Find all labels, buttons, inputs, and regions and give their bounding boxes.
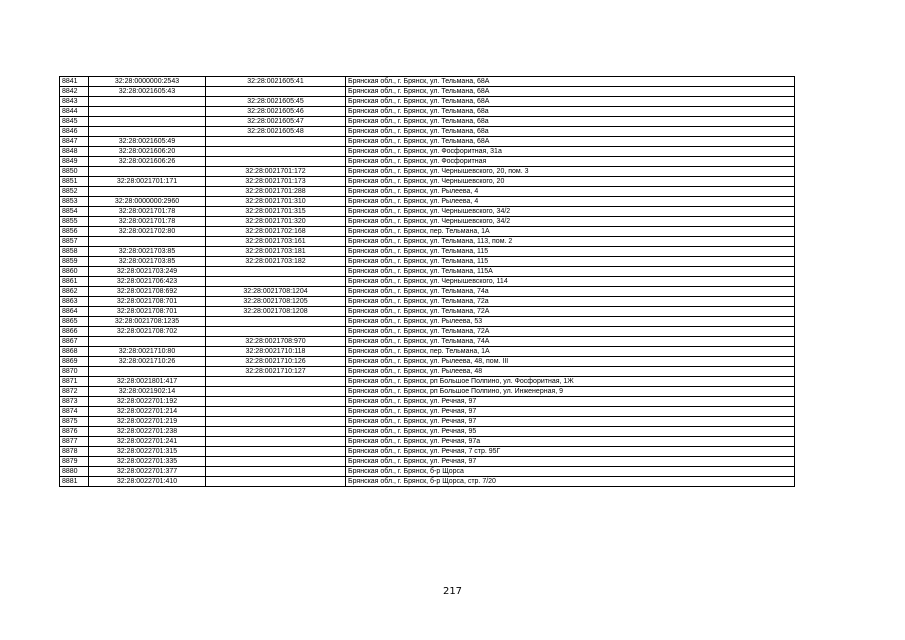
table-row xyxy=(60,167,795,177)
cadastral-number-cell: 32:28:0021708:701 xyxy=(89,297,206,307)
table-row xyxy=(60,457,795,467)
row-number-cell: 8854 xyxy=(60,207,89,217)
object-cadastral-number-cell xyxy=(206,137,346,147)
address-cell: Брянская обл., г. Брянск, ул. Речная, 97а xyxy=(346,437,795,447)
table-row xyxy=(60,377,795,387)
cadastral-number-cell: 32:28:0021703:85 xyxy=(89,247,206,257)
cadastral-number-cell: 32:28:0022701:241 xyxy=(89,437,206,447)
row-number-cell: 8860 xyxy=(60,267,89,277)
object-cadastral-number-cell: 32:28:0021703:161 xyxy=(206,237,346,247)
address-cell: Брянская обл., г. Брянск, ул. Рылеева, 53 xyxy=(346,317,795,327)
object-cadastral-number-cell: 32:28:0021708:970 xyxy=(206,337,346,347)
address-cell: Брянская обл., г. Брянск, ул. Чернышевского, 114 xyxy=(346,277,795,287)
table-row xyxy=(60,337,795,347)
address-cell: Брянская обл., г. Брянск, ул. Тельмана, 74А xyxy=(346,337,795,347)
table-row xyxy=(60,317,795,327)
row-number-cell: 8849 xyxy=(60,157,89,167)
row-number-cell: 8845 xyxy=(60,117,89,127)
object-cadastral-number-cell: 32:28:0021708:1208 xyxy=(206,307,346,317)
cadastral-number-cell xyxy=(89,117,206,127)
object-cadastral-number-cell xyxy=(206,157,346,167)
table-row xyxy=(60,197,795,207)
object-cadastral-number-cell xyxy=(206,387,346,397)
row-number-cell: 8871 xyxy=(60,377,89,387)
table-row xyxy=(60,447,795,457)
cadastral-number-cell: 32:28:0021708:702 xyxy=(89,327,206,337)
row-number-cell: 8856 xyxy=(60,227,89,237)
object-cadastral-number-cell: 32:28:0021605:47 xyxy=(206,117,346,127)
table-row xyxy=(60,347,795,357)
cadastral-number-cell: 32:28:0021702:80 xyxy=(89,227,206,237)
row-number-cell: 8872 xyxy=(60,387,89,397)
object-cadastral-number-cell: 32:28:0021710:126 xyxy=(206,357,346,367)
object-cadastral-number-cell xyxy=(206,407,346,417)
object-cadastral-number-cell xyxy=(206,457,346,467)
address-cell: Брянская обл., г. Брянск, ул. Тельмана, 115 xyxy=(346,247,795,257)
row-number-cell: 8852 xyxy=(60,187,89,197)
cadastral-number-cell: 32:28:0021706:423 xyxy=(89,277,206,287)
address-cell: Брянская обл., г. Брянск, ул. Тельмана, 72А xyxy=(346,327,795,337)
row-number-cell: 8843 xyxy=(60,97,89,107)
object-cadastral-number-cell: 32:28:0021701:320 xyxy=(206,217,346,227)
address-cell: Брянская обл., г. Брянск, ул. Речная, 7 стр. 95Г xyxy=(346,447,795,457)
object-cadastral-number-cell xyxy=(206,277,346,287)
object-cadastral-number-cell xyxy=(206,327,346,337)
table-row xyxy=(60,227,795,237)
object-cadastral-number-cell: 32:28:0021710:127 xyxy=(206,367,346,377)
row-number-cell: 8864 xyxy=(60,307,89,317)
object-cadastral-number-cell: 32:28:0021605:45 xyxy=(206,97,346,107)
cadastral-number-cell xyxy=(89,127,206,137)
object-cadastral-number-cell xyxy=(206,147,346,157)
cadastral-number-cell: 32:28:0000000:2960 xyxy=(89,197,206,207)
row-number-cell: 8851 xyxy=(60,177,89,187)
object-cadastral-number-cell: 32:28:0021701:310 xyxy=(206,197,346,207)
table-row xyxy=(60,367,795,377)
row-number-cell: 8850 xyxy=(60,167,89,177)
row-number-cell: 8859 xyxy=(60,257,89,267)
address-cell: Брянская обл., г. Брянск, ул. Тельмана, 68А xyxy=(346,97,795,107)
row-number-cell: 8876 xyxy=(60,427,89,437)
address-cell: Брянская обл., г. Брянск, ул. Тельмана, 68А xyxy=(346,87,795,97)
address-cell: Брянская обл., г. Брянск, пер. Тельмана, 1А xyxy=(346,347,795,357)
row-number-cell: 8846 xyxy=(60,127,89,137)
cadastral-number-cell: 32:28:0022701:315 xyxy=(89,447,206,457)
table-row xyxy=(60,477,795,487)
address-cell: Брянская обл., г. Брянск, ул. Рылеева, 48 xyxy=(346,367,795,377)
row-number-cell: 8877 xyxy=(60,437,89,447)
cadastral-number-cell: 32:28:0022701:410 xyxy=(89,477,206,487)
cadastral-number-cell: 32:28:0021606:20 xyxy=(89,147,206,157)
cadastral-number-cell xyxy=(89,237,206,247)
address-cell: Брянская обл., г. Брянск, ул. Речная, 97 xyxy=(346,457,795,467)
row-number-cell: 8878 xyxy=(60,447,89,457)
table-row xyxy=(60,257,795,267)
cadastral-number-cell: 32:28:0021708:1235 xyxy=(89,317,206,327)
cadastral-number-cell: 32:28:0021801:417 xyxy=(89,377,206,387)
row-number-cell: 8868 xyxy=(60,347,89,357)
object-cadastral-number-cell xyxy=(206,477,346,487)
cadastral-number-cell: 32:28:0021701:78 xyxy=(89,217,206,227)
object-cadastral-number-cell xyxy=(206,377,346,387)
address-cell: Брянская обл., г. Брянск, ул. Рылеева, 48, пом. III xyxy=(346,357,795,367)
address-cell: Брянская обл., г. Брянск, ул. Тельмана, 72А xyxy=(346,307,795,317)
object-cadastral-number-cell xyxy=(206,467,346,477)
table-row xyxy=(60,107,795,117)
object-cadastral-number-cell: 32:28:0021605:48 xyxy=(206,127,346,137)
table-row xyxy=(60,247,795,257)
cadastral-number-cell: 32:28:0021703:249 xyxy=(89,267,206,277)
row-number-cell: 8867 xyxy=(60,337,89,347)
address-cell: Брянская обл., г. Брянск, ул. Тельмана, 68А xyxy=(346,77,795,87)
table-row xyxy=(60,177,795,187)
address-cell: Брянская обл., г. Брянск, ул. Речная, 97 xyxy=(346,417,795,427)
row-number-cell: 8863 xyxy=(60,297,89,307)
address-cell: Брянская обл., г. Брянск, ул. Тельмана, 68а xyxy=(346,117,795,127)
table-row xyxy=(60,217,795,227)
address-cell: Брянская обл., г. Брянск, рп Большое Полпино, ул. Инженерная, 9 xyxy=(346,387,795,397)
table-row xyxy=(60,287,795,297)
row-number-cell: 8861 xyxy=(60,277,89,287)
row-number-cell: 8866 xyxy=(60,327,89,337)
cadastral-number-cell: 32:28:0021701:78 xyxy=(89,207,206,217)
cadastral-number-cell: 32:28:0021703:85 xyxy=(89,257,206,267)
cadastral-number-cell: 32:28:0022701:238 xyxy=(89,427,206,437)
table-row xyxy=(60,157,795,167)
row-number-cell: 8862 xyxy=(60,287,89,297)
page-number: 217 xyxy=(442,586,463,597)
address-cell: Брянская обл., г. Брянск, ул. Фосфоритная, 31а xyxy=(346,147,795,157)
address-cell: Брянская обл., г. Брянск, ул. Чернышевского, 20 xyxy=(346,177,795,187)
row-number-cell: 8875 xyxy=(60,417,89,427)
cadastral-number-cell: 32:28:0021710:26 xyxy=(89,357,206,367)
row-number-cell: 8869 xyxy=(60,357,89,367)
cadastral-number-cell xyxy=(89,367,206,377)
cadastral-number-cell: 32:28:0022701:377 xyxy=(89,467,206,477)
table-row xyxy=(60,77,795,87)
address-cell: Брянская обл., г. Брянск, б-р Щорса xyxy=(346,467,795,477)
cadastral-number-cell: 32:28:0022701:335 xyxy=(89,457,206,467)
cadastral-number-cell: 32:28:0021708:701 xyxy=(89,307,206,317)
address-cell: Брянская обл., г. Брянск, ул. Тельмана, 74а xyxy=(346,287,795,297)
object-cadastral-number-cell: 32:28:0021701:173 xyxy=(206,177,346,187)
object-cadastral-number-cell: 32:28:0021605:41 xyxy=(206,77,346,87)
address-cell: Брянская обл., г. Брянск, пер. Тельмана, 1А xyxy=(346,227,795,237)
cadastral-number-cell xyxy=(89,97,206,107)
row-number-cell: 8873 xyxy=(60,397,89,407)
object-cadastral-number-cell xyxy=(206,447,346,457)
address-cell: Брянская обл., г. Брянск, ул. Чернышевского, 20, пом. 3 xyxy=(346,167,795,177)
cadastral-number-cell xyxy=(89,187,206,197)
address-cell: Брянская обл., г. Брянск, ул. Рылеева, 4 xyxy=(346,187,795,197)
object-cadastral-number-cell: 32:28:0021710:118 xyxy=(206,347,346,357)
table-row xyxy=(60,117,795,127)
object-cadastral-number-cell xyxy=(206,427,346,437)
cadastral-number-cell: 32:28:0021902:14 xyxy=(89,387,206,397)
table-row xyxy=(60,267,795,277)
table-row xyxy=(60,467,795,477)
address-cell: Брянская обл., г. Брянск, ул. Речная, 97 xyxy=(346,397,795,407)
object-cadastral-number-cell xyxy=(206,417,346,427)
table-row xyxy=(60,397,795,407)
table-row xyxy=(60,87,795,97)
table-row xyxy=(60,437,795,447)
table-row xyxy=(60,237,795,247)
address-cell: Брянская обл., г. Брянск, ул. Рылеева, 4 xyxy=(346,197,795,207)
table-row xyxy=(60,407,795,417)
row-number-cell: 8881 xyxy=(60,477,89,487)
table-row xyxy=(60,97,795,107)
row-number-cell: 8842 xyxy=(60,87,89,97)
row-number-cell: 8855 xyxy=(60,217,89,227)
table-row xyxy=(60,417,795,427)
object-cadastral-number-cell: 32:28:0021703:182 xyxy=(206,257,346,267)
table-row xyxy=(60,387,795,397)
row-number-cell: 8865 xyxy=(60,317,89,327)
address-cell: Брянская обл., г. Брянск, ул. Тельмана, 72а xyxy=(346,297,795,307)
object-cadastral-number-cell xyxy=(206,317,346,327)
row-number-cell: 8853 xyxy=(60,197,89,207)
object-cadastral-number-cell: 32:28:0021701:172 xyxy=(206,167,346,177)
table-row xyxy=(60,357,795,367)
cadastral-number-cell xyxy=(89,167,206,177)
address-cell: Брянская обл., г. Брянск, ул. Тельмана, 68а xyxy=(346,127,795,137)
table-row xyxy=(60,147,795,157)
cadastral-number-cell: 32:28:0022701:214 xyxy=(89,407,206,417)
address-cell: Брянская обл., г. Брянск, ул. Тельмана, 68А xyxy=(346,137,795,147)
cadastral-number-cell: 32:28:0021606:26 xyxy=(89,157,206,167)
row-number-cell: 8858 xyxy=(60,247,89,257)
table-row xyxy=(60,307,795,317)
table-row xyxy=(60,427,795,437)
address-cell: Брянская обл., г. Брянск, ул. Тельмана, 115А xyxy=(346,267,795,277)
cadastral-number-cell xyxy=(89,107,206,117)
object-cadastral-number-cell xyxy=(206,397,346,407)
object-cadastral-number-cell xyxy=(206,87,346,97)
address-cell: Брянская обл., г. Брянск, б-р Щорса, стр. 7/20 xyxy=(346,477,795,487)
cadastral-number-cell: 32:28:0021710:80 xyxy=(89,347,206,357)
cadastral-number-cell: 32:28:0021701:171 xyxy=(89,177,206,187)
table-row xyxy=(60,187,795,197)
object-cadastral-number-cell: 32:28:0021701:315 xyxy=(206,207,346,217)
cadastral-number-cell: 32:28:0021605:43 xyxy=(89,87,206,97)
row-number-cell: 8880 xyxy=(60,467,89,477)
cadastral-number-cell xyxy=(89,337,206,347)
cadastral-number-cell: 32:28:0000000:2543 xyxy=(89,77,206,87)
row-number-cell: 8870 xyxy=(60,367,89,377)
row-number-cell: 8857 xyxy=(60,237,89,247)
table-row xyxy=(60,207,795,217)
cadastral-number-cell: 32:28:0021708:692 xyxy=(89,287,206,297)
address-cell: Брянская обл., г. Брянск, ул. Чернышевского, 34/2 xyxy=(346,217,795,227)
object-cadastral-number-cell: 32:28:0021703:181 xyxy=(206,247,346,257)
table-row xyxy=(60,127,795,137)
object-cadastral-number-cell xyxy=(206,437,346,447)
registry-table-body xyxy=(60,77,795,487)
address-cell: Брянская обл., г. Брянск, ул. Тельмана, 113, пом. 2 xyxy=(346,237,795,247)
row-number-cell: 8879 xyxy=(60,457,89,467)
row-number-cell: 8844 xyxy=(60,107,89,117)
row-number-cell: 8847 xyxy=(60,137,89,147)
address-cell: Брянская обл., г. Брянск, ул. Чернышевского, 34/2 xyxy=(346,207,795,217)
row-number-cell: 8841 xyxy=(60,77,89,87)
address-cell: Брянская обл., г. Брянск, ул. Фосфоритная xyxy=(346,157,795,167)
table-row xyxy=(60,137,795,147)
cadastral-number-cell: 32:28:0021605:49 xyxy=(89,137,206,147)
address-cell: Брянская обл., г. Брянск, ул. Речная, 97 xyxy=(346,407,795,417)
cadastral-number-cell: 32:28:0022701:192 xyxy=(89,397,206,407)
table-row xyxy=(60,277,795,287)
address-cell: Брянская обл., г. Брянск, ул. Тельмана, 68а xyxy=(346,107,795,117)
object-cadastral-number-cell: 32:28:0021708:1205 xyxy=(206,297,346,307)
address-cell: Брянская обл., г. Брянск, ул. Тельмана, 115 xyxy=(346,257,795,267)
table-row xyxy=(60,297,795,307)
address-cell: Брянская обл., г. Брянск, ул. Речная, 95 xyxy=(346,427,795,437)
registry-table xyxy=(59,76,795,487)
row-number-cell: 8848 xyxy=(60,147,89,157)
address-cell: Брянская обл., г. Брянск, рп Большое Полпино, ул. Фосфоритная, 1Ж xyxy=(346,377,795,387)
object-cadastral-number-cell: 32:28:0021605:46 xyxy=(206,107,346,117)
object-cadastral-number-cell: 32:28:0021702:168 xyxy=(206,227,346,237)
object-cadastral-number-cell xyxy=(206,267,346,277)
row-number-cell: 8874 xyxy=(60,407,89,417)
object-cadastral-number-cell: 32:28:0021701:288 xyxy=(206,187,346,197)
cadastral-number-cell: 32:28:0022701:219 xyxy=(89,417,206,427)
object-cadastral-number-cell: 32:28:0021708:1204 xyxy=(206,287,346,297)
table-row xyxy=(60,327,795,337)
